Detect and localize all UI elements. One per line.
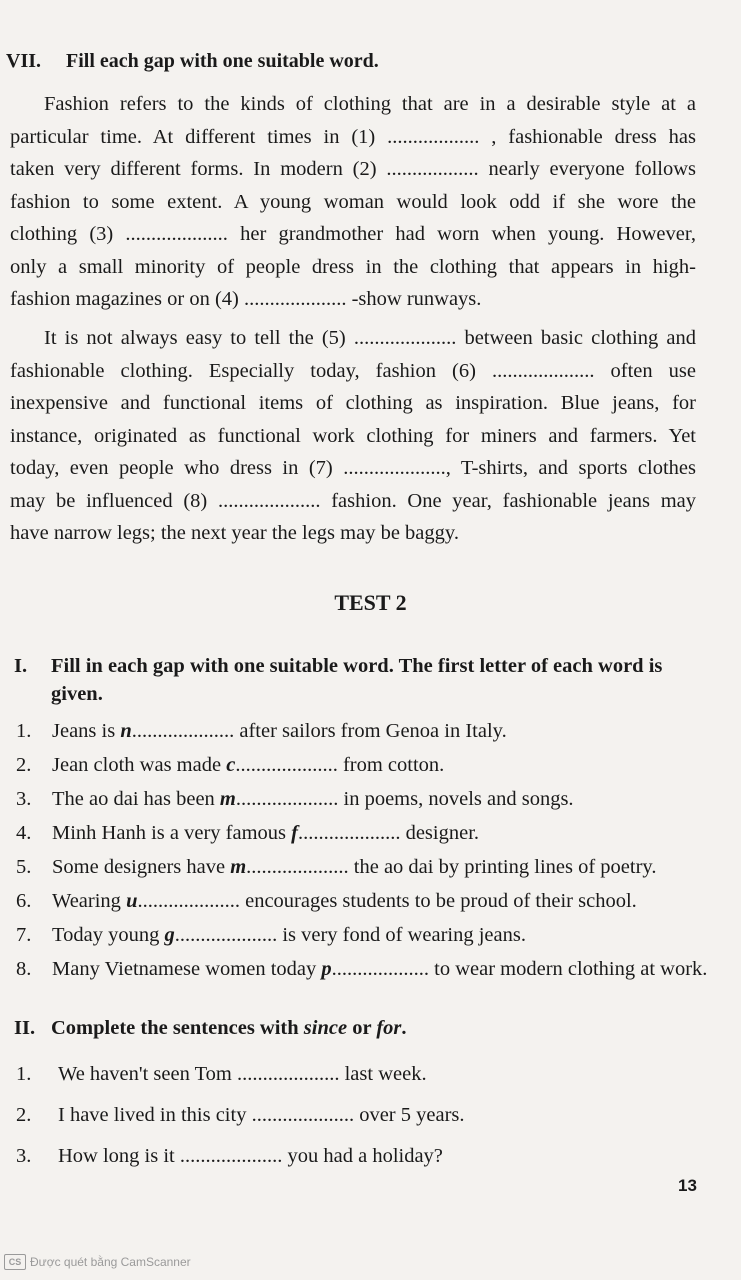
item-text — [52, 918, 526, 952]
item-text — [52, 884, 637, 918]
item-number: 4. — [16, 822, 32, 844]
answer-blank: .................... — [137, 890, 240, 912]
item-after: designer. — [400, 822, 480, 844]
exercise-2-item — [16, 1095, 726, 1136]
item-text — [52, 748, 444, 782]
fashion-paragraph-2 — [10, 322, 696, 550]
exercise-1-item — [16, 748, 726, 782]
paragraph-line: fashion magazines or on (4) .................... -show runways. — [10, 288, 482, 310]
item-after: the ao dai by printing lines of poetry. — [348, 856, 657, 878]
item-before: Wearing — [52, 890, 127, 912]
exercise-1-list — [16, 714, 726, 986]
exercise-1-item — [16, 884, 726, 918]
item-number: 1. — [16, 720, 32, 742]
exercise-1-item — [16, 714, 726, 748]
paragraph-line: fashionable clothing. Especially today, fashion (6) .................... often use — [10, 359, 696, 382]
camscanner-logo-icon: CS — [4, 1254, 26, 1270]
answer-blank: .................... — [246, 856, 349, 878]
item-text: I have lived in this city .................... over 5 years. — [58, 1104, 465, 1126]
exercise-1-item — [16, 918, 726, 952]
item-before: Jeans is — [52, 720, 121, 742]
item-number: 2. — [16, 1104, 32, 1126]
given-letter: f — [291, 822, 298, 844]
paragraph-line: particular time. At different times in (1) .................. , fashionable dress has — [10, 125, 696, 148]
paragraph-line: may be influenced (8) .................... fashion. One year, fashionable jeans may — [10, 489, 696, 512]
paragraph-line: only a small minority of people dress in the clothing that appears in high- — [10, 255, 696, 278]
given-letter: m — [219, 788, 236, 810]
given-letter: g — [164, 924, 175, 946]
instruction-word-for: for — [376, 1017, 402, 1039]
item-text — [52, 782, 574, 816]
item-before: Some designers have — [52, 856, 231, 878]
exercise-2-item — [16, 1136, 726, 1177]
fashion-paragraph-1 — [10, 88, 696, 316]
item-number: 6. — [16, 890, 32, 912]
given-letter: u — [126, 890, 138, 912]
item-before: Minh Hanh is a very famous — [52, 822, 292, 844]
exercise-2-item — [16, 1054, 726, 1095]
exercise-2-heading — [14, 1014, 704, 1042]
item-text — [52, 952, 707, 986]
instruction-mid: or — [347, 1017, 377, 1039]
answer-blank: .................... — [131, 720, 235, 742]
paragraph-line: Fashion refers to the kinds of clothing that are in a desirable style at a — [44, 93, 696, 115]
exercise-1-number: I. — [14, 655, 28, 677]
scanner-watermark — [4, 1254, 191, 1270]
exercise-1-instruction: Fill in each gap with one suitable word. The first letter of each word is given. — [51, 655, 663, 705]
answer-blank: .................... — [174, 924, 278, 946]
item-before: Many Vietnamese women today — [52, 958, 322, 980]
paragraph-line: instance, originated as functional work clothing for miners and farmers. Yet — [10, 424, 696, 447]
given-letter: m — [230, 856, 247, 878]
paragraph-line: inexpensive and functional items of clothing as inspiration. Blue jeans, for — [10, 392, 696, 414]
section-vii-heading — [6, 50, 379, 73]
answer-blank: .................... — [297, 822, 401, 844]
item-number: 3. — [16, 1145, 32, 1167]
answer-blank: .................... — [235, 788, 339, 810]
instruction-prefix: Complete the sentences with — [51, 1017, 304, 1039]
item-text: We haven't seen Tom .................... last week. — [58, 1063, 427, 1085]
item-after: after sailors from Genoa in Italy. — [234, 720, 507, 742]
instruction-suffix: . — [401, 1017, 407, 1039]
section-vii-title: Fill each gap with one suitable word. — [66, 50, 379, 72]
given-letter: n — [120, 720, 132, 742]
item-before: The ao dai has been — [52, 788, 220, 810]
item-number: 2. — [16, 754, 32, 776]
paragraph-line: taken very different forms. In modern (2) .................. nearly everyone follows — [10, 158, 696, 180]
paragraph-line: clothing (3) .................... her grandmother had worn when young. However, — [10, 223, 696, 245]
paragraph-line: fashion to some extent. A young woman would look odd if she wore the — [10, 190, 696, 213]
item-before: Jean cloth was made — [52, 754, 227, 776]
given-letter: p — [321, 958, 332, 980]
item-after: in poems, novels and songs. — [338, 788, 574, 810]
watermark-text: Được quét bằng CamScanner — [30, 1255, 191, 1269]
given-letter: c — [226, 754, 236, 776]
item-number: 1. — [16, 1063, 32, 1085]
item-text: How long is it .................... you had a holiday? — [58, 1145, 443, 1167]
item-text — [52, 714, 507, 748]
instruction-word-since: since — [303, 1017, 348, 1039]
item-text — [52, 816, 479, 850]
exercise-1-item — [16, 816, 726, 850]
item-text — [52, 850, 656, 884]
exercise-2-instruction — [14, 1014, 704, 1042]
exercise-1-heading — [14, 652, 704, 708]
paragraph-line: have narrow legs; the next year the legs may be baggy. — [10, 522, 459, 544]
paragraph-line: It is not always easy to tell the (5) .................... between basic clothing and — [44, 327, 696, 349]
answer-blank: .................... — [235, 754, 338, 776]
paragraph-line: today, even people who dress in (7) ...................., T-shirts, and sports clothes — [10, 457, 696, 479]
exercise-2-list — [16, 1054, 726, 1177]
item-after: from cotton. — [337, 754, 445, 776]
item-number: 8. — [16, 958, 32, 980]
item-before: Today young — [52, 924, 165, 946]
exercise-2-number: II. — [14, 1017, 36, 1039]
exercise-1-item — [16, 782, 726, 816]
test-title: TEST 2 — [334, 590, 407, 615]
section-vii-number: VII. — [6, 50, 42, 72]
item-number: 5. — [16, 856, 32, 878]
item-number: 7. — [16, 924, 32, 946]
item-after: encourages students to be proud of their school. — [239, 890, 637, 912]
exercise-1-item — [16, 850, 726, 884]
item-after: is very fond of wearing jeans. — [277, 924, 526, 946]
answer-blank: ................... — [331, 958, 430, 980]
exercise-1-item — [16, 952, 726, 986]
item-number: 3. — [16, 788, 32, 810]
item-after: to wear modern clothing at work. — [429, 958, 708, 980]
page-number: 13 — [678, 1176, 697, 1195]
